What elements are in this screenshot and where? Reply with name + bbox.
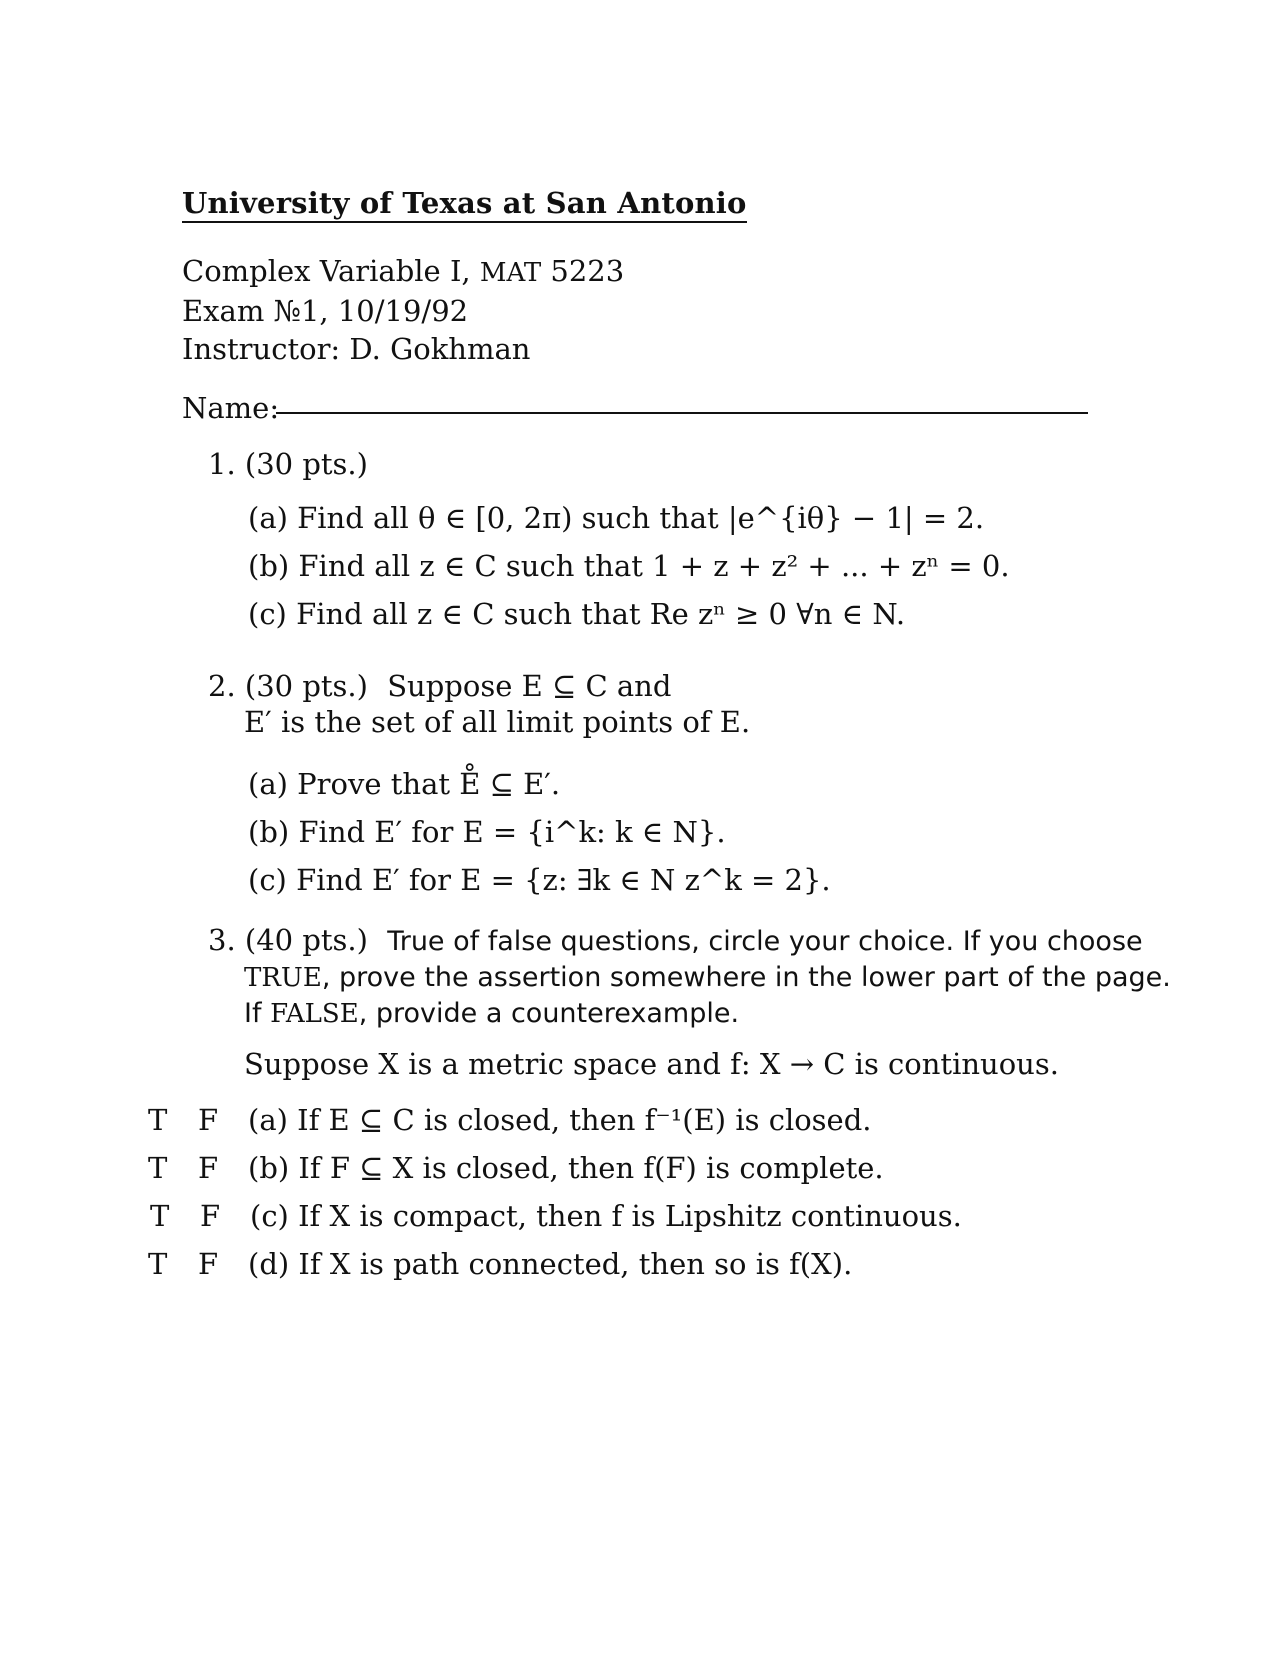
course-name: Complex Variable I, — [182, 254, 480, 288]
part-text: Find E′ for E = {z: ∃k ∈ N z^k = 2}. — [296, 863, 831, 897]
problem3-setup: Suppose X is a metric space and f: X → C is continuous. — [244, 1047, 1059, 1081]
problem2-part-b — [248, 814, 726, 850]
problem2-points: (30 pts.) — [244, 669, 368, 703]
problem1-part-b — [248, 548, 1010, 584]
problem3-part-d — [248, 1246, 852, 1282]
tf-false-d[interactable]: F — [198, 1247, 219, 1281]
exam-line: Exam №1, 10/19/92 — [182, 294, 469, 328]
tf-false-a[interactable]: F — [198, 1103, 219, 1137]
problem3-points: (40 pts.) — [244, 923, 368, 957]
tf-false-c[interactable]: F — [200, 1199, 221, 1233]
problem2-heading — [208, 668, 671, 704]
problem2-part-a — [248, 766, 560, 802]
course-header — [182, 252, 624, 368]
name-label: Name: — [182, 391, 280, 425]
problem2-number: 2. — [208, 669, 236, 703]
instructor-line: Instructor: D. Gokhman — [182, 332, 531, 366]
part-label: (b) — [248, 549, 290, 583]
tf-true-c[interactable]: T — [150, 1199, 170, 1233]
part-label: (c) — [248, 597, 287, 631]
problem1-heading — [208, 446, 368, 482]
university-title: University of Texas at San Antonio — [182, 186, 747, 223]
part-label: (c) — [248, 863, 287, 897]
course-number: 5223 — [541, 254, 625, 288]
part-label: (d) — [248, 1247, 290, 1281]
problem2-intro-line2: E′ is the set of all limit points of E. — [244, 705, 751, 739]
part-text: If F ⊆ X is closed, then f(F) is complete. — [298, 1151, 884, 1185]
problem3-part-a — [248, 1102, 872, 1138]
problem3-instruction-line2 — [244, 958, 1171, 996]
part-text: Prove that E̊ ⊆ E′. — [297, 767, 561, 801]
part-text: Find E′ for E = {i^k: k ∈ N}. — [298, 815, 726, 849]
part-label: (c) — [250, 1199, 289, 1233]
false-word: FALSE — [270, 999, 359, 1029]
part-text: Find all θ ∈ [0, 2π) such that |e^{iθ} − 1| = 2. — [297, 501, 985, 535]
problem1-part-a — [248, 500, 984, 536]
problem3-part-b — [248, 1150, 884, 1186]
problem3-part-c — [250, 1198, 962, 1234]
tf-false-b[interactable]: F — [198, 1151, 219, 1185]
part-text: Find all z ∈ C such that 1 + z + z² + ... + zⁿ = 0. — [298, 549, 1010, 583]
part-label: (a) — [248, 767, 288, 801]
part-label: (a) — [248, 501, 288, 535]
part-text: If E ⊆ C is closed, then f⁻¹(E) is closed. — [297, 1103, 872, 1137]
instruction-text: , prove the assertion somewhere in the lower part of the page. — [321, 962, 1171, 993]
tf-true-d[interactable]: T — [148, 1247, 168, 1281]
instruction-text: , provide a counterexample. — [358, 998, 740, 1029]
problem2-intro-line1: Suppose E ⊆ C and — [387, 669, 672, 703]
problem1-part-c — [248, 596, 905, 632]
tf-true-a[interactable]: T — [148, 1103, 168, 1137]
problem1-points: (30 pts.) — [244, 447, 368, 481]
problem3-instruction-line3 — [244, 994, 739, 1032]
problem3-number: 3. — [208, 923, 236, 957]
problem1-number: 1. — [208, 447, 236, 481]
course-line — [182, 252, 624, 292]
course-code: MAT — [479, 258, 542, 288]
part-text: If X is path connected, then so is f(X). — [298, 1247, 853, 1281]
problem3-instruction-line1: True of false questions, circle your choice. If you choose — [387, 926, 1143, 957]
part-label: (a) — [248, 1103, 288, 1137]
name-field-line[interactable] — [276, 412, 1088, 414]
part-label: (b) — [248, 815, 290, 849]
part-text: Find all z ∈ C such that Re zⁿ ≥ 0 ∀n ∈ N. — [296, 597, 906, 631]
problem2-part-c — [248, 862, 831, 898]
part-text: If X is compact, then f is Lipshitz continuous. — [298, 1199, 962, 1233]
problem3-heading — [208, 922, 1143, 960]
true-word: TRUE — [244, 963, 322, 993]
instruction-if: If — [244, 998, 271, 1029]
tf-true-b[interactable]: T — [148, 1151, 168, 1185]
part-label: (b) — [248, 1151, 290, 1185]
